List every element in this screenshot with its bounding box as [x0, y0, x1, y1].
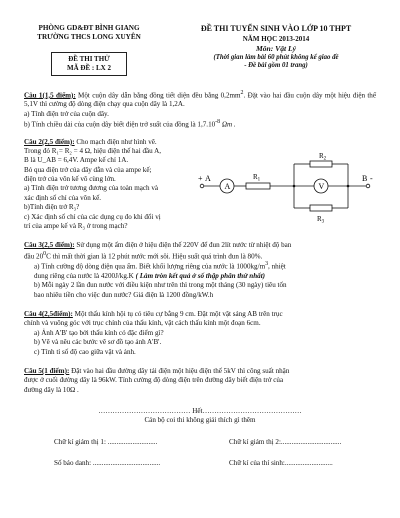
question-2-line-6: a) Tính điện trở tương đương của toàn mạch và	[24, 184, 159, 193]
question-4-part-a: a) Ảnh A'B' tạo bởi thấu kính có đặc điểm gì?	[34, 328, 164, 337]
question-1-sup: 2	[240, 89, 244, 96]
signature-row-2	[24, 459, 376, 468]
question-4-line-1: Một thấu kính hội tụ có tiêu cự bằng 9 cm. Đặt một vật sáng AB trên trục	[72, 310, 283, 319]
resistor-r3-label: $R_3$	[317, 214, 325, 225]
school-year: NĂM HỌC 2013-2014	[242, 34, 310, 43]
question-3-rounding-note: ( Làm tròn kết quả ở số thập phân thứ nhất)	[135, 272, 266, 281]
exam-header	[24, 24, 376, 76]
question-4-line-2: chính và vuông góc với trục chính của thấu kính, vật cách thấu kính một đoạn 6cm.	[24, 319, 261, 328]
question-1-part-b: b) Tính chiều dài của cuộn dây biết điện trở suất của đồng là 1,7.10	[24, 120, 216, 129]
question-3-part-a: a) Tính cường độ dòng điện qua ấm. Biết khối lượng riêng của nước là 1000kg/m	[34, 262, 266, 271]
invigilator-1-signature: Chữ kí giám thị 1: ............................	[54, 437, 158, 446]
question-3-line-2-sup: 0	[43, 250, 47, 257]
exam-type: ĐỀ THI THỬ	[68, 55, 110, 63]
candidate-number: Số báo danh: ......................................	[54, 459, 161, 468]
question-1-part-b-sup: -8	[215, 118, 221, 125]
question-5-line-3: đường dây là 10Ω .	[24, 385, 79, 394]
question-1	[24, 90, 376, 130]
exam-footer	[24, 407, 376, 468]
exam-code: MÃ ĐỀ : LX 2	[67, 63, 111, 72]
question-3-part-a-cont: dung riêng của nước là 4200J/kg.K	[34, 272, 136, 281]
question-2-line-7: xác định số chỉ của vôn kế.	[24, 193, 102, 202]
question-3-line-2a: đầu 20	[24, 251, 44, 260]
question-3-part-b: b) Mỗi ngày 2 lần đun nước với điều kiện như trên thì trong một tháng (30 ngày) tiêu tốn	[34, 281, 287, 290]
exam-code-box	[51, 52, 127, 76]
terminal-a-label: A	[205, 173, 211, 183]
exam-title-block	[176, 24, 376, 76]
question-3-part-b-cont: bao nhiêu tiền cho việc đun nước? Giá điện là 1200 đồng/kW.h	[34, 290, 214, 299]
question-1-label: Câu 1(1,5 điểm):	[24, 90, 76, 99]
subject-name: Môn: Vật Lý	[255, 43, 297, 53]
question-2-text	[24, 138, 193, 232]
time-note: (Thời gian làm bài 60 phút không kể giao đề	[213, 53, 339, 61]
question-3-label: Câu 3(2,5 điểm):	[24, 241, 75, 250]
question-5-line-1: Đặt vào hai đầu đường dây tải điện một hiệu điện thế 5kV thì công suất nhận	[69, 366, 290, 375]
question-1-text-b: . Đặt vào hai đầu cuộn dây một hiệu điện thế 5,1V thì cường độ dòng điện chạy qua cuộn dây là 1,2A.	[24, 90, 377, 109]
terminal-b-minus: -	[370, 173, 373, 183]
ammeter-label: A	[224, 181, 231, 191]
question-4-label: Câu 4(2,5điểm):	[24, 310, 73, 319]
signature-row-1	[24, 438, 376, 447]
candidate-signature: Chữ kí của thí sinh:...........................	[229, 459, 333, 468]
invigilator-2-signature: Chữ kí giám thị 2:..................................	[229, 437, 342, 446]
invigilator-note: Cán bộ coi thi không giải thích gì thêm	[144, 416, 256, 425]
pages-note: - Đề bài gồm 01 trang)	[244, 62, 308, 70]
question-2-line-1: Cho mạch điện như hình vẽ.	[74, 137, 157, 146]
question-2-line-8: b)Tính điện trở R₃?	[24, 203, 80, 212]
question-2-line-5: điện trở của vôn kế vô cùng lớn.	[24, 175, 116, 184]
terminal-a	[200, 184, 204, 188]
question-2-line-2: Trong đó R₁= R₂ = 4 Ω, hiệu điện thế hai đầu A,	[24, 147, 161, 156]
voltmeter-label: V	[318, 181, 325, 191]
question-1-part-a: a) Tính điện trở của cuộn dây.	[24, 109, 109, 118]
department-name: PHÒNG GD&ĐT BÌNH GIANG	[38, 24, 140, 32]
question-3-line-2b: C thì mất thời gian là 12 phút nước mới sôi. Hiệu suất quá trình đun là 80%.	[46, 251, 263, 260]
terminal-a-plus: +	[198, 173, 203, 183]
resistor-r2	[310, 161, 332, 167]
question-2	[24, 138, 376, 232]
circuit-svg	[198, 148, 376, 228]
question-3	[24, 241, 376, 300]
question-2-line-3: B là U_AB = 6,4V. Ampe kế chỉ 1A.	[24, 156, 129, 165]
question-5-label: Câu 5(1 điểm):	[24, 366, 70, 375]
circuit-diagram	[198, 148, 376, 232]
question-4-part-c: c) Tính tỉ số độ cao giữa vật và ảnh.	[34, 347, 136, 356]
school-name: TRƯỜNG THCS LONG XUYÊN	[37, 33, 141, 41]
exam-title: ĐỀ THI TUYỂN SINH VÀO LỚP 10 THPT	[200, 24, 352, 33]
school-block	[24, 24, 154, 76]
question-2-line-10: trí của ampe kế và R₃ ở trong mạch?	[24, 221, 128, 230]
question-2-line-9: c) Xác định số chỉ của các dụng cụ đo khi đổi vị	[24, 212, 161, 221]
question-3-part-a-sup: 3	[265, 261, 269, 268]
question-4	[24, 310, 376, 357]
resistor-r3	[310, 205, 332, 211]
terminal-b-label: B	[362, 173, 368, 183]
question-3-part-a-end: , nhiệt	[268, 262, 286, 271]
resistor-r1-label: $R_1$	[253, 172, 261, 183]
question-2-label: Câu 2(2,5 điểm):	[24, 137, 75, 146]
question-1-part-b-unit: Ωm .	[220, 120, 236, 129]
resistor-r1	[246, 183, 270, 189]
end-marker: ………………………………… Hết……………………………………	[98, 407, 302, 415]
question-5	[24, 367, 376, 395]
question-2-line-4: Bỏ qua điện trở của dây dẫn và của ampe kế;	[24, 165, 152, 174]
question-1-text-a: Một cuộn dây dẫn bằng đồng tiết diện đều bằng 0,2mm	[75, 90, 241, 99]
question-3-line-1: Sử dụng một ấm điện ở hiệu điện thế 220V để đun 2lít nước từ nhiệt độ ban	[74, 241, 292, 250]
question-4-part-b: b) Vẽ và nêu các bước vẽ sơ đồ tạo ảnh A'B'.	[34, 338, 162, 347]
terminal-b	[366, 184, 370, 188]
question-5-line-2: được ở cuối đường dây là 96kW. Tính cường độ dòng điện trên đường dây biết điện trở của	[24, 376, 284, 385]
resistor-r2-label: $R_2$	[319, 151, 327, 162]
